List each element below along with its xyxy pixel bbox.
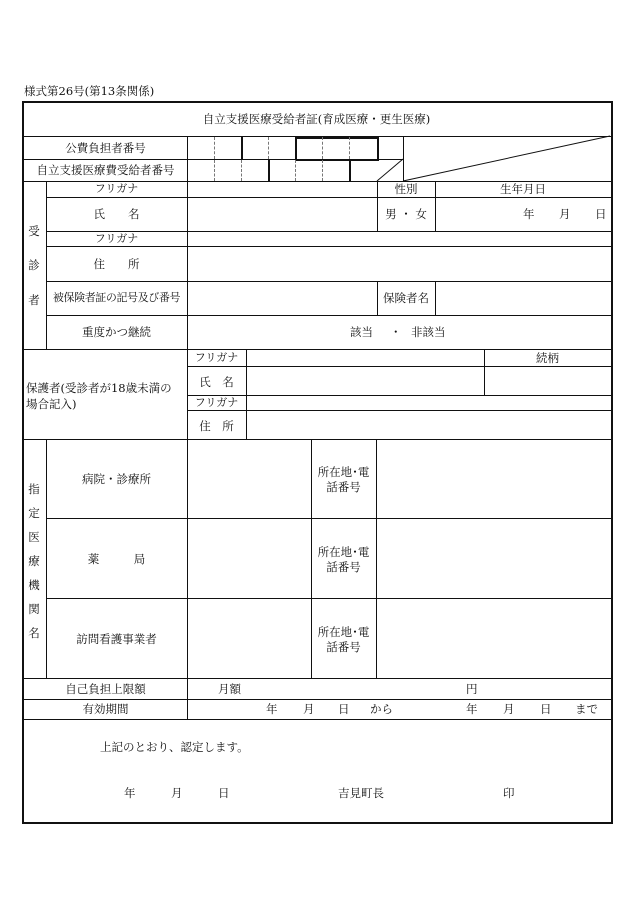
severe-no: 非該当 [411,325,446,339]
issue-year: 年 [124,786,136,800]
institution-section-char: 医 [28,530,40,544]
institution-section-char: 指 [28,482,40,496]
patient-address-label: 住 所 [93,257,140,271]
validity-period-label: 有効期間 [82,702,129,716]
monthly-label: 月額 [218,682,241,696]
patient-section-char: 者 [28,293,40,307]
issue-day: 日 [218,786,230,800]
guardian-address-label: 住 所 [199,419,234,433]
guardian-furigana-label-2: フリガナ [194,396,239,409]
period-from: から [370,702,393,716]
certification-statement: 上記のとおり、認定します。 [100,740,249,754]
sex-label: 性別 [394,182,418,196]
copay-limit-label: 自己負担上限額 [65,682,146,696]
patient-section-char: 受 [28,224,40,238]
birth-month: 月 [559,207,571,221]
nursing-location-label-1: 所在地･電 [317,625,370,639]
patient-furigana-label: フリガナ [94,182,139,195]
birth-date-label: 生年月日 [500,182,546,196]
pharmacy-location-label-1: 所在地･電 [317,545,370,559]
institution-section-char: 関 [28,602,40,616]
guardian-label-line2: 場合記入) [26,397,77,411]
period-to: まで [575,702,598,716]
hospital-label: 病院・診療所 [82,472,151,486]
period-to-day: 日 [540,702,552,716]
period-from-year: 年 [266,702,278,716]
recipient-no-label: 自立支援医療費受給者番号 [36,163,175,177]
issue-month: 月 [171,786,183,800]
severe-label: 重度かつ継続 [82,325,151,339]
pharmacy-location-label-2: 話番号 [326,560,361,574]
nursing-location-label-2: 話番号 [326,640,361,654]
insurance-no-label: 被保険者証の記号及び番号 [52,291,181,304]
institution-section-char: 定 [28,506,40,520]
hospital-location-label-2: 話番号 [326,480,361,494]
public-payer-no-label: 公費負担者番号 [65,141,146,155]
certificate-title: 自立支援医療受給者証(育成医療・更生医療) [202,112,431,126]
hospital-location-label-1: 所在地･電 [317,465,370,479]
pharmacy-label: 薬 局 [87,552,146,566]
period-to-year: 年 [466,702,478,716]
seal-mark: 印 [503,786,515,800]
relation-label: 続柄 [536,351,559,365]
yen-unit: 円 [466,682,478,696]
institution-section-char: 名 [28,626,40,640]
institution-section-char: 療 [28,554,40,568]
insurer-label: 保険者名 [383,291,429,305]
form-number: 様式第26号(第13条関係) [24,84,155,98]
patient-section-char: 診 [28,258,40,272]
nursing-label: 訪問看護事業者 [76,632,157,646]
mayor-name: 吉見町長 [338,786,384,800]
period-to-month: 月 [503,702,515,716]
period-from-day: 日 [338,702,350,716]
patient-name-label: 氏 名 [93,207,140,221]
guardian-furigana-label: フリガナ [194,351,239,364]
birth-day: 日 [595,207,607,221]
sex-value: 男 ・ 女 [385,207,427,221]
birth-year: 年 [523,207,535,221]
guardian-name-label: 氏 名 [199,375,234,389]
period-from-month: 月 [303,702,315,716]
severe-separator: ・ [390,325,402,339]
guardian-label-line1: 保護者(受診者が18歳未満の [26,381,172,395]
institution-section-char: 機 [28,578,40,592]
severe-yes: 該当 [350,325,373,339]
patient-furigana-label-2: フリガナ [94,232,139,245]
